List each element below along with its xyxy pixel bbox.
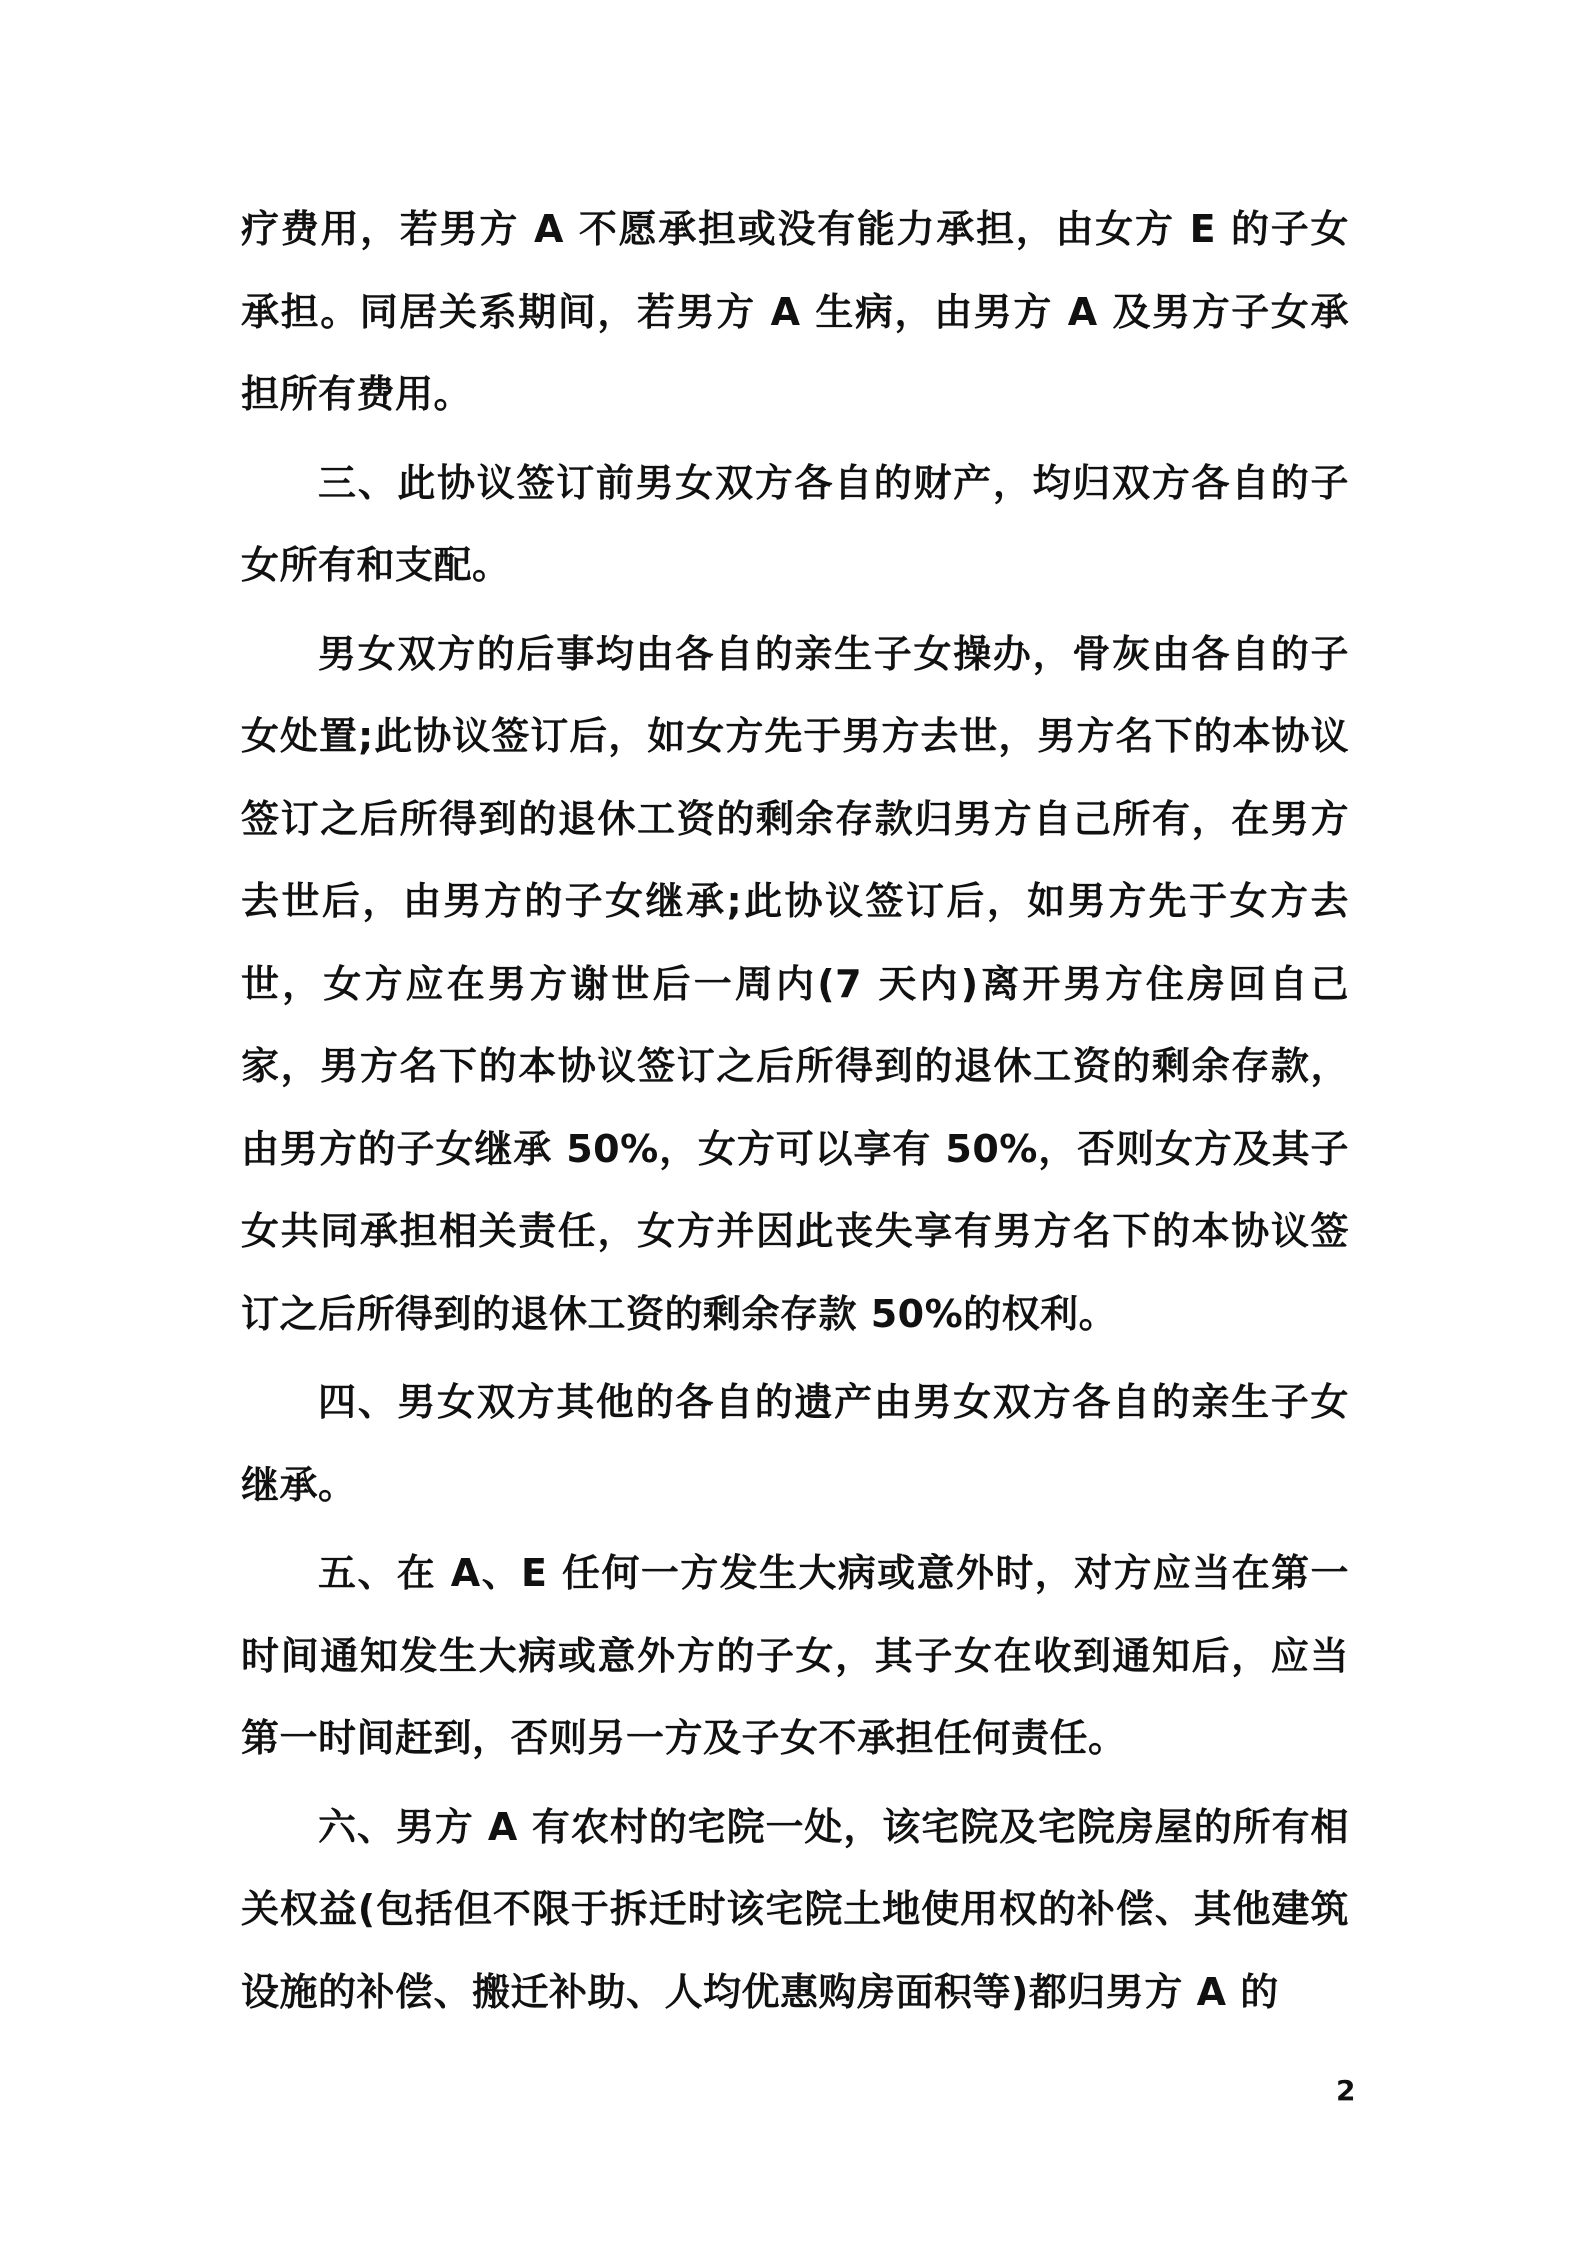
- paragraph-funeral-and-savings: 男女双方的后事均由各自的亲生子女操办，骨灰由各自的子女处置;此协议签订后，如女方先于男方去世，男方名下的本协议签订之后所得到的退休工资的剩余存款归男方自己所有，在男方去世后，由男方的子女继承;此协议签订后，如男方先于女方去世，女方应在男方谢世后一周内(7 天内)离开男方住房回自己家，男方名下的本协议签订之后所得到的退休工资的剩余存款，由男方的子女继承 50%，女方可以享有 50%，否则女方及其子女共同承担相关责任，女方并因此丧失享有男方名下的本协议签订之后所得到的退休工资的剩余存款 50%的权利。: [241, 631, 1349, 1336]
- paragraph-continuation: 疗费用，若男方 A 不愿承担或没有能力承担，由女方 E 的子女承担。同居关系期间，若男方 A 生病，由男方 A 及男方子女承担所有费用。: [241, 207, 1349, 416]
- paragraph-clause-four: 四、男女双方其他的各自的遗产由男女双方各自的亲生子女继承。: [241, 1380, 1349, 1507]
- paragraph-clause-six: 六、男方 A 有农村的宅院一处，该宅院及宅院房屋的所有相关权益(包括但不限于拆迁时该宅院土地使用权的补偿、其他建筑设施的补偿、搬迁补助、人均优惠购房面积等)都归男方 A 的: [241, 1804, 1349, 2014]
- document-body: [241, 188, 1349, 2039]
- paragraph-clause-five: 五、在 A、E 任何一方发生大病或意外时，对方应当在第一时间通知发生大病或意外方的子女，其子女在收到通知后，应当第一时间赶到，否则另一方及子女不承担任何责任。: [241, 1551, 1349, 1760]
- page-number: 2: [1336, 2074, 1356, 2107]
- paragraph-clause-three: 三、此协议签订前男女双方各自的财产，均归双方各自的子女所有和支配。: [241, 460, 1349, 587]
